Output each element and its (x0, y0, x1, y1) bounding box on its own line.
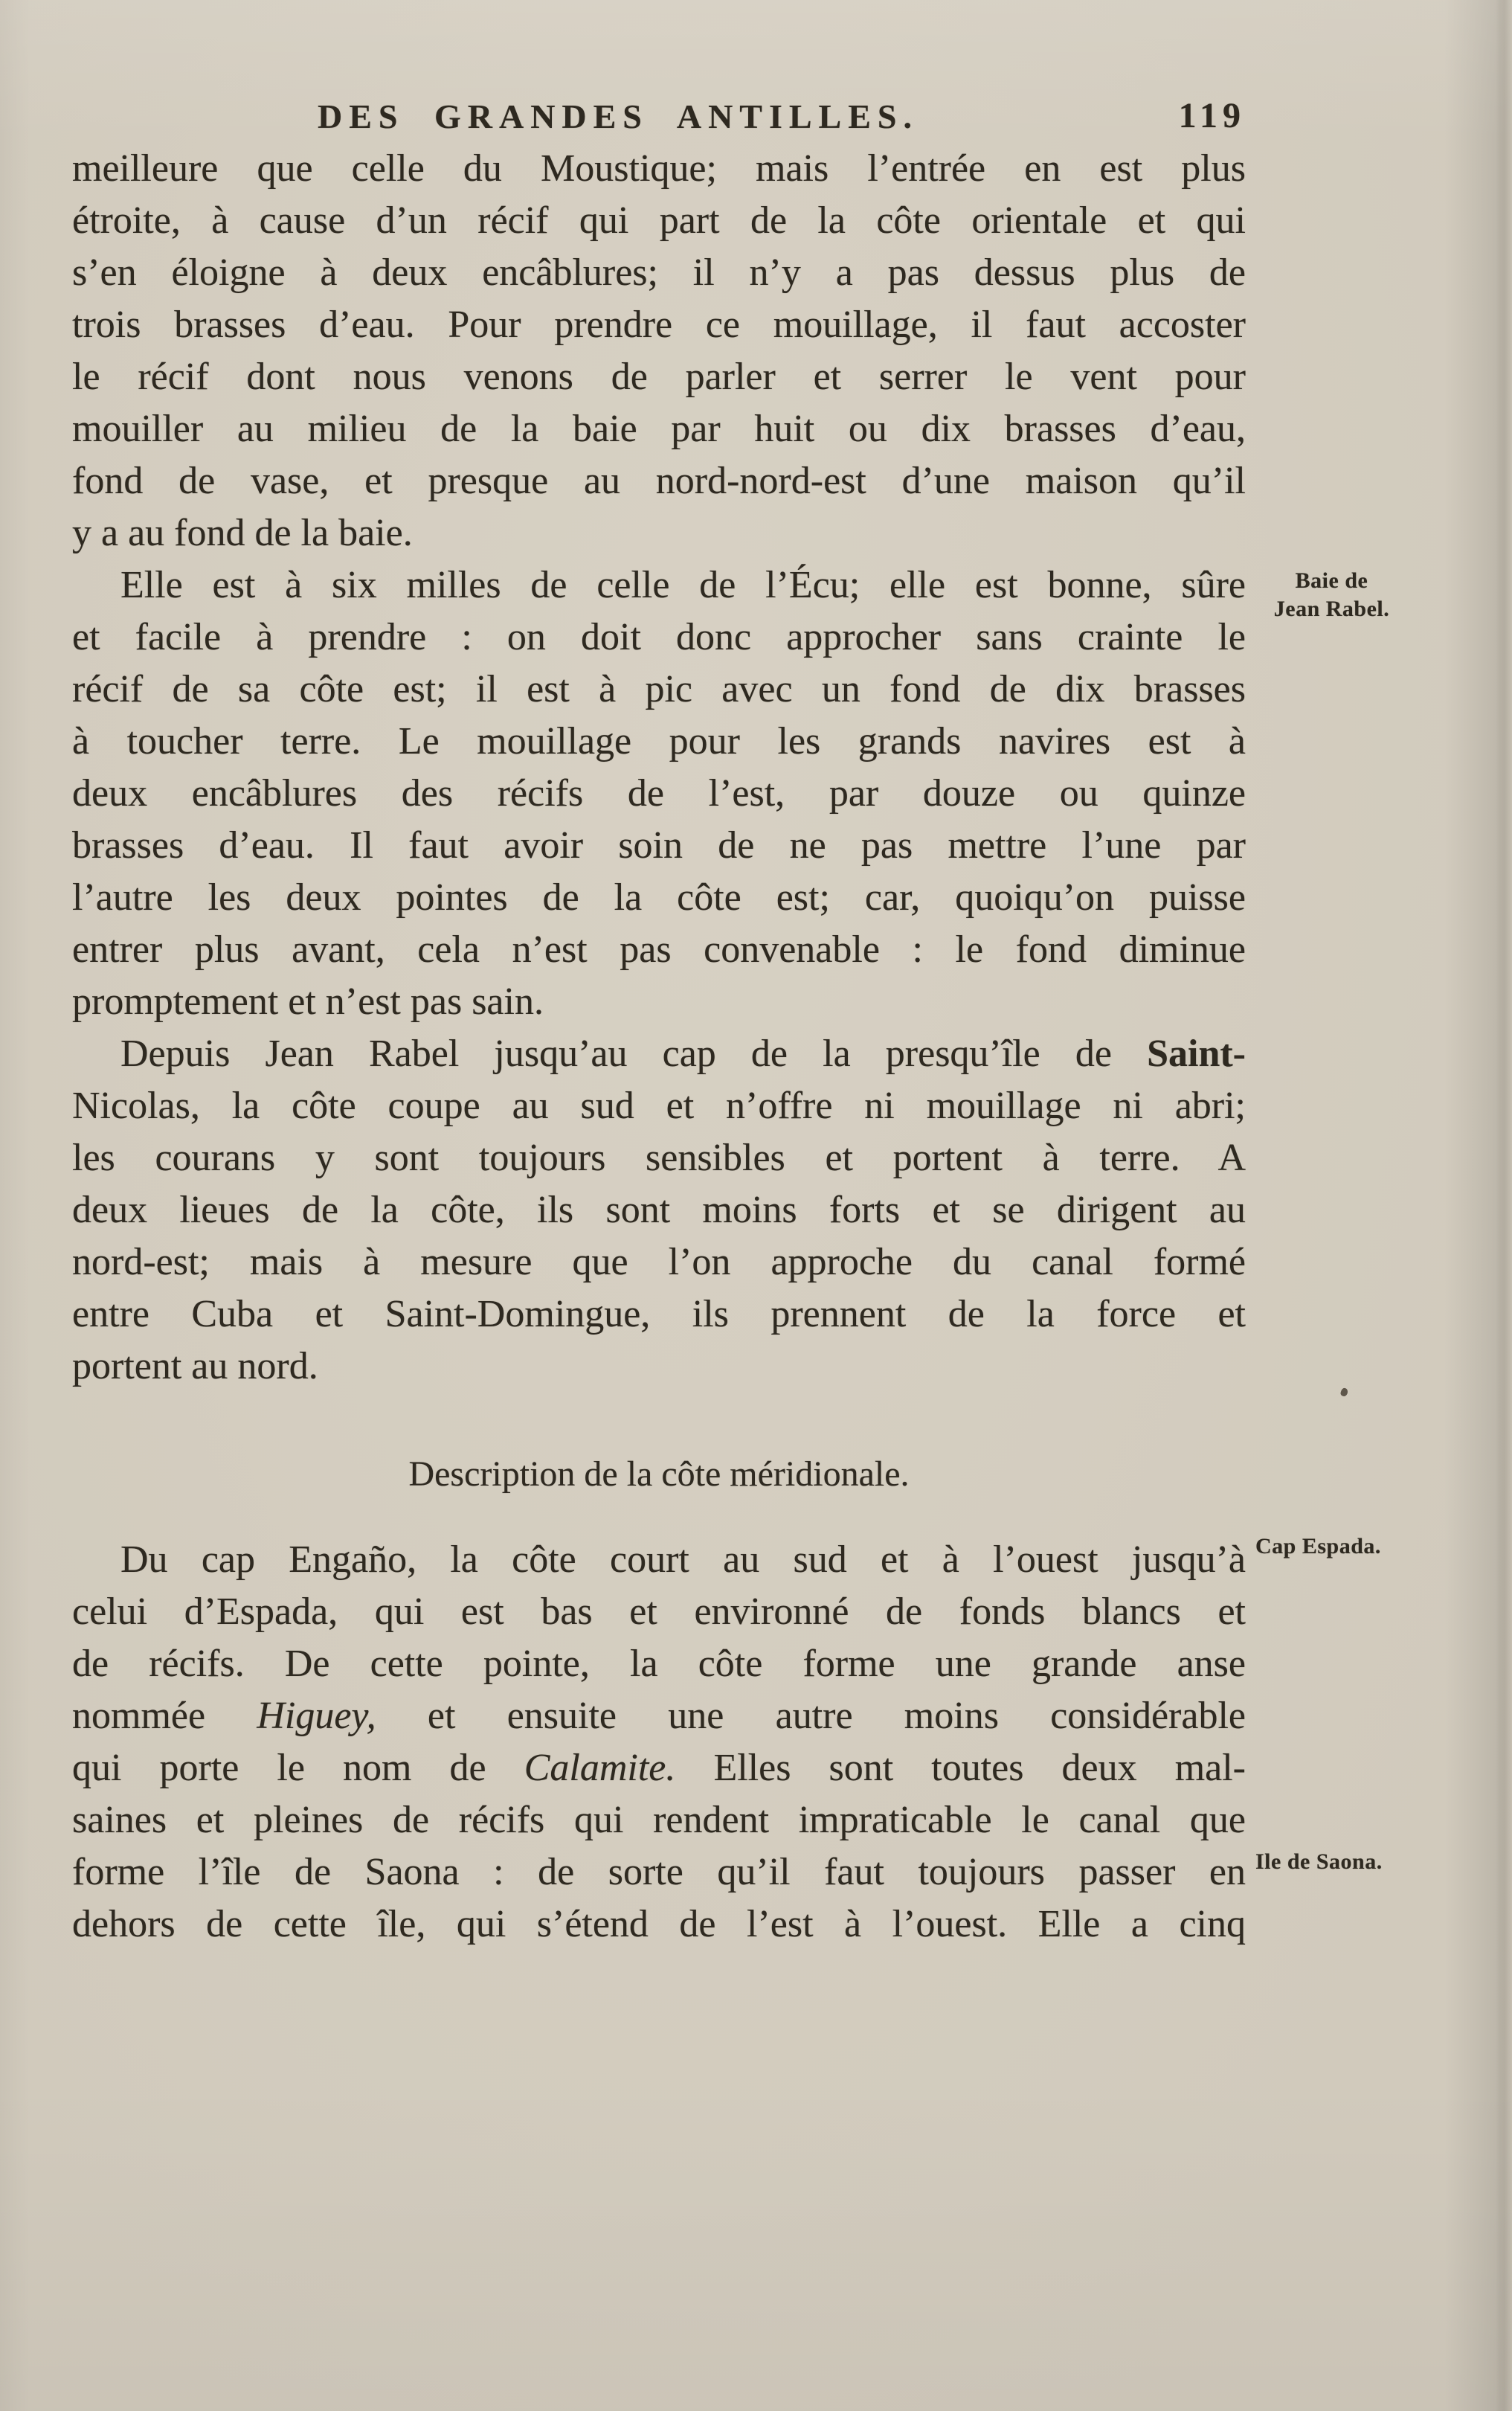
text-line (72, 1236, 1246, 1288)
italic-run: Higuey, (257, 1695, 376, 1737)
paragraph (72, 1028, 1246, 1393)
text-line (72, 403, 1246, 455)
text-run: mouiller au milieu de la baie par huit ou dix brasses d’eau, (72, 408, 1246, 450)
text-line (72, 1028, 1246, 1080)
text-run: nord-est; mais à mesure que l’on approche du canal formé (72, 1241, 1246, 1283)
text-run: entre Cuba et Saint-Domingue, ils prennent de la force et (72, 1293, 1246, 1335)
paragraph (72, 1534, 1246, 1951)
text-run: le récif dont nous venons de parler et serrer le vent pour (72, 356, 1246, 398)
text-line (72, 1341, 1246, 1393)
text-line (72, 1288, 1246, 1341)
text-run: qui porte le nom de (72, 1747, 524, 1789)
margin-note-line: Jean Rabel. (1273, 597, 1390, 621)
text-run: Elles sont toutes deux mal- (675, 1747, 1246, 1789)
body-text (72, 143, 1246, 1951)
text-line (72, 247, 1246, 299)
text-line (72, 1080, 1246, 1132)
text-run: celui d’Espada, qui est bas et environné de fonds blancs et (72, 1590, 1246, 1633)
text-line (72, 351, 1246, 403)
text-line (72, 507, 1246, 559)
text-line (72, 455, 1246, 507)
page-number: 119 (1178, 96, 1246, 135)
text-line (72, 559, 1246, 611)
margin-note-cap-espada (1255, 1532, 1423, 1561)
margin-note-ile-de-saona (1255, 1848, 1423, 1876)
italic-run: Calamite. (524, 1747, 676, 1789)
text-run: portent au nord. (72, 1345, 318, 1387)
running-header: DES GRANDES ANTILLES. (317, 97, 919, 135)
text-run: l’autre les deux pointes de la côte est; car, quoiqu’on puisse (72, 876, 1246, 919)
paragraph (72, 143, 1246, 559)
text-line (72, 143, 1246, 195)
text-line (72, 195, 1246, 247)
text-run: Depuis Jean Rabel jusqu’au cap de la presqu’île de (120, 1033, 1148, 1075)
text-line (72, 716, 1246, 768)
page-edge-shadow (1496, 0, 1512, 2411)
text-line (72, 664, 1246, 716)
text-run: saines et pleines de récifs qui rendent impraticable le canal que (72, 1799, 1246, 1841)
text-line (72, 1586, 1246, 1638)
text-line (72, 872, 1246, 924)
margin-note-line: Baie de (1295, 568, 1368, 593)
text-run: Du cap Engaño, la côte court au sud et à l’ouest jusqu’à (120, 1538, 1246, 1581)
text-run: y a au fond de la baie. (72, 512, 413, 554)
text-run: dehors de cette île, qui s’étend de l’est à l’ouest. Elle a cinq (72, 1903, 1246, 1945)
text-line (72, 1690, 1246, 1742)
text-line (72, 1846, 1246, 1898)
text-run: trois brasses d’eau. Pour prendre ce mouillage, il faut accoster (72, 304, 1246, 346)
text-line (72, 1534, 1246, 1586)
text-run: récif de sa côte est; il est à pic avec un fond de dix brasses (72, 668, 1246, 710)
section-heading: Description de la côte méridionale. (408, 1454, 910, 1494)
text-line (72, 1638, 1246, 1690)
text-run: fond de vase, et presque au nord-nord-est d’une maison qu’il (72, 460, 1246, 502)
bold-run: Saint- (1147, 1033, 1246, 1075)
text-run: brasses d’eau. Il faut avoir soin de ne pas mettre l’une par (72, 824, 1246, 867)
margin-note-baie-de-jean-rabel (1255, 567, 1408, 623)
text-run: Nicolas, la côte coupe au sud et n’offre ni mouillage ni abri; (72, 1085, 1246, 1127)
text-line (72, 299, 1246, 351)
text-run: et facile à prendre : on doit donc approcher sans crainte le (72, 616, 1246, 658)
text-line (72, 611, 1246, 664)
margin-note-line: Ile de Saona. (1255, 1849, 1383, 1874)
text-run: deux encâblures des récifs de l’est, par douze ou quinze (72, 772, 1246, 815)
text-line (72, 1742, 1246, 1794)
text-line (72, 924, 1246, 976)
text-run: les courans y sont toujours sensibles et portent à terre. A (72, 1137, 1246, 1179)
paragraph (72, 559, 1246, 1028)
text-line (72, 1794, 1246, 1846)
margin-note-line: Cap Espada. (1255, 1534, 1381, 1558)
text-line (72, 820, 1246, 872)
text-run: forme l’île de Saona : de sorte qu’il faut toujours passer en (72, 1851, 1246, 1893)
text-line (72, 1132, 1246, 1184)
text-run: meilleure que celle du Moustique; mais l’entrée en est plus (72, 147, 1246, 190)
text-run: nommée (72, 1695, 257, 1737)
text-run: étroite, à cause d’un récif qui part de la côte orientale et qui (72, 199, 1246, 242)
text-line (72, 768, 1246, 820)
text-run: et ensuite une autre moins considérable (376, 1695, 1246, 1737)
text-line (72, 976, 1246, 1028)
text-run: promptement et n’est pas sain. (72, 980, 544, 1023)
text-line (72, 1184, 1246, 1236)
page-header (72, 97, 1246, 149)
text-run: à toucher terre. Le mouillage pour les grands navires est à (72, 720, 1246, 763)
text-run: entrer plus avant, cela n’est pas convenable : le fond diminue (72, 928, 1246, 971)
text-run: de récifs. De cette pointe, la côte forme une grande anse (72, 1643, 1246, 1685)
ink-speck (1339, 1387, 1348, 1397)
text-run: Elle est à six milles de celle de l’Écu; elle est bonne, sûre (120, 564, 1246, 606)
text-run: deux lieues de la côte, ils sont moins forts et se dirigent au (72, 1189, 1246, 1231)
text-run: s’en éloigne à deux encâblures; il n’y a pas dessus plus de (72, 251, 1246, 294)
text-line (72, 1898, 1246, 1951)
